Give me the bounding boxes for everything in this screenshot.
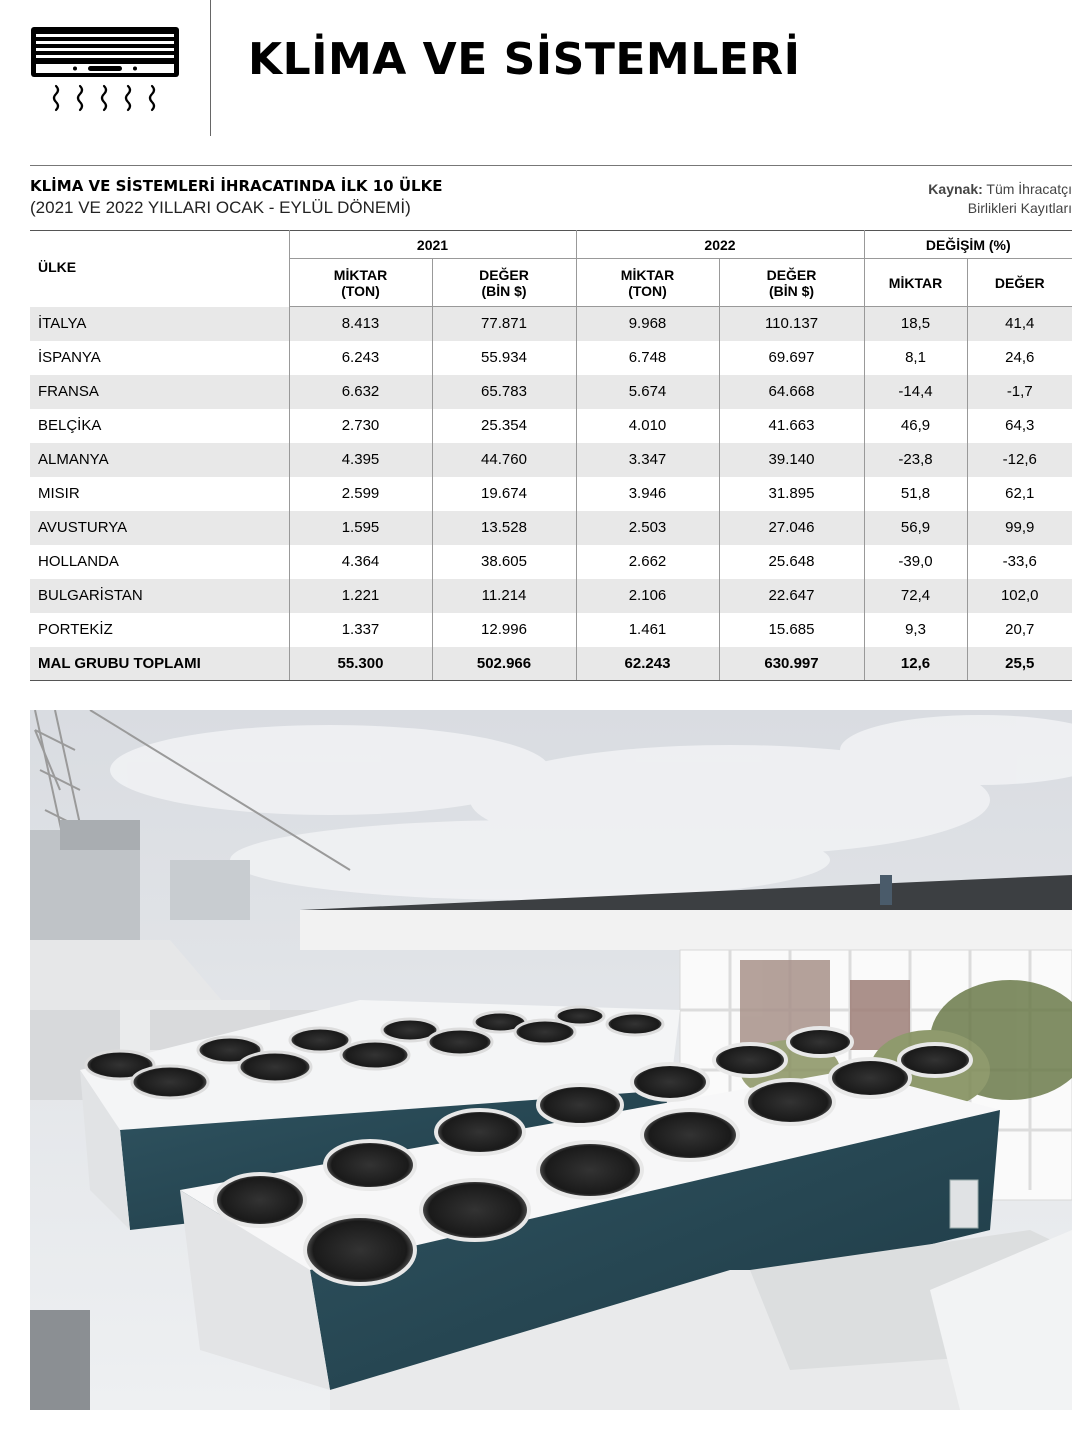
table-row (30, 443, 1072, 477)
cell-change-quantity: -23,8 (864, 443, 967, 477)
cell-change-quantity: 56,9 (864, 511, 967, 545)
cell-quantity-2021: 1.595 (289, 511, 432, 545)
cell-quantity-2021: 6.632 (289, 375, 432, 409)
cell-country: HOLLANDA (30, 545, 289, 579)
cell-value-2022: 25.648 (719, 545, 864, 579)
cell-value-2021: 44.760 (432, 443, 576, 477)
header-2021-value: DEĞER (BİN $) (432, 259, 576, 307)
cell-value-2022: 69.697 (719, 341, 864, 375)
header-2021-quantity: MİKTAR (TON) (289, 259, 432, 307)
cell-value-2021: 502.966 (432, 647, 576, 681)
cell-value-2021: 38.605 (432, 545, 576, 579)
page-title: KLİMA VE SİSTEMLERİ (248, 34, 801, 85)
cell-country: PORTEKİZ (30, 613, 289, 647)
cell-value-2022: 64.668 (719, 375, 864, 409)
cell-country: İTALYA (30, 307, 289, 341)
cell-value-2022: 15.685 (719, 613, 864, 647)
source-note (928, 180, 1072, 218)
table-row (30, 307, 1072, 341)
photo-illustration (30, 710, 1072, 1410)
table-title: KLİMA VE SİSTEMLERİ İHRACATINDA İLK 10 ÜLKE (30, 177, 443, 195)
cell-quantity-2021: 1.221 (289, 579, 432, 613)
cell-change-quantity: 51,8 (864, 477, 967, 511)
cell-change-value: 102,0 (967, 579, 1072, 613)
source-label: Kaynak: (928, 181, 983, 197)
cell-country: ALMANYA (30, 443, 289, 477)
header-divider (210, 0, 211, 136)
table-row (30, 477, 1072, 511)
cell-value-2022: 630.997 (719, 647, 864, 681)
table-subtitle: (2021 VE 2022 YILLARI OCAK - EYLÜL DÖNEMİ) (30, 198, 411, 217)
cell-change-quantity: 9,3 (864, 613, 967, 647)
cell-quantity-2022: 9.968 (576, 307, 719, 341)
table-row (30, 511, 1072, 545)
cell-change-quantity: 12,6 (864, 647, 967, 681)
table-total-row (30, 647, 1072, 681)
header-change-value: DEĞER (967, 259, 1072, 307)
cell-quantity-2022: 5.674 (576, 375, 719, 409)
table-row (30, 409, 1072, 443)
cell-change-value: 62,1 (1005, 485, 1035, 502)
cell-quantity-2021: 4.395 (289, 443, 432, 477)
cell-quantity-2022: 3.347 (576, 443, 719, 477)
cell-quantity-2021: 6.243 (289, 341, 432, 375)
cell-change-quantity: -14,4 (864, 375, 967, 409)
header-year-2021: 2021 (289, 231, 576, 259)
cell-value-2022: 110.137 (719, 307, 864, 341)
cell-country: AVUSTURYA (30, 511, 289, 545)
table-row (30, 545, 1072, 579)
cell-change-value: 20,7 (1005, 621, 1035, 638)
cell-quantity-2022: 62.243 (576, 647, 719, 681)
cell-value-2021: 19.674 (432, 477, 576, 511)
header-2022-quantity: MİKTAR (TON) (576, 259, 719, 307)
cell-country: MISIR (30, 477, 289, 511)
cell-quantity-2022: 6.748 (576, 341, 719, 375)
cell-country: MAL GRUBU TOPLAMI (30, 647, 289, 681)
cell-value-2022: 41.663 (719, 409, 864, 443)
page-header (0, 0, 1090, 140)
cell-change-value: 99,9 (967, 511, 1072, 545)
header-year-2022: 2022 (576, 231, 864, 259)
cell-country: BULGARİSTAN (30, 579, 289, 613)
cell-value-2021: 13.528 (432, 511, 576, 545)
cell-quantity-2022: 4.010 (576, 409, 719, 443)
cell-country: FRANSA (30, 375, 289, 409)
cell-quantity-2022: 2.662 (576, 545, 719, 579)
cell-change-value: -12,6 (967, 443, 1072, 477)
cell-change-quantity: 18,5 (864, 307, 967, 341)
header-change-quantity: MİKTAR (864, 259, 967, 307)
cell-value-2021: 55.934 (432, 341, 576, 375)
source-text-2: Birlikleri Kayıtları (967, 200, 1072, 216)
cell-quantity-2022: 2.106 (576, 579, 719, 613)
cell-change-quantity: -39,0 (864, 545, 967, 579)
cell-quantity-2021: 4.364 (289, 545, 432, 579)
cell-change-value: 64,3 (1005, 417, 1035, 434)
cell-change-value: -1,7 (967, 375, 1072, 409)
cell-country: İSPANYA (30, 341, 289, 375)
cell-value-2021: 25.354 (432, 409, 576, 443)
cell-value-2021: 65.783 (432, 375, 576, 409)
source-text-1: Tüm İhracatçı (986, 181, 1072, 197)
cell-value-2021: 11.214 (432, 579, 576, 613)
export-table (30, 230, 1072, 681)
cell-change-value: 24,6 (1005, 349, 1035, 366)
header-change: DEĞİŞİM (%) (864, 231, 1072, 259)
cell-change-quantity: 8,1 (864, 341, 967, 375)
cell-quantity-2021: 2.730 (289, 409, 432, 443)
cell-country: BELÇİKA (30, 409, 289, 443)
table-row (30, 341, 1072, 375)
cell-change-quantity: 46,9 (864, 409, 967, 443)
cell-change-value: -33,6 (1002, 553, 1037, 570)
table-row (30, 613, 1072, 647)
air-conditioner-icon (30, 26, 180, 118)
cell-quantity-2022: 1.461 (576, 613, 719, 647)
cell-change-value: 25,5 (967, 647, 1072, 681)
cell-value-2022: 27.046 (719, 511, 864, 545)
table-row (30, 579, 1072, 613)
cell-quantity-2021: 2.599 (289, 477, 432, 511)
cell-value-2022: 31.895 (719, 477, 864, 511)
cell-value-2022: 22.647 (719, 579, 864, 613)
section-rule (30, 165, 1072, 166)
cell-value-2021: 77.871 (432, 307, 576, 341)
cell-value-2021: 12.996 (432, 613, 576, 647)
rooftop-ac-units-photo (30, 710, 1072, 1410)
header-2022-value: DEĞER (BİN $) (719, 259, 864, 307)
cell-change-quantity: 72,4 (864, 579, 967, 613)
cell-quantity-2021: 55.300 (289, 647, 432, 681)
cell-quantity-2021: 8.413 (289, 307, 432, 341)
cell-quantity-2022: 3.946 (576, 477, 719, 511)
cell-value-2022: 39.140 (719, 443, 864, 477)
table-row (30, 375, 1072, 409)
cell-change-value: 41,4 (967, 307, 1072, 341)
cell-quantity-2022: 2.503 (576, 511, 719, 545)
header-country: ÜLKE (30, 231, 289, 307)
cell-quantity-2021: 1.337 (289, 613, 432, 647)
